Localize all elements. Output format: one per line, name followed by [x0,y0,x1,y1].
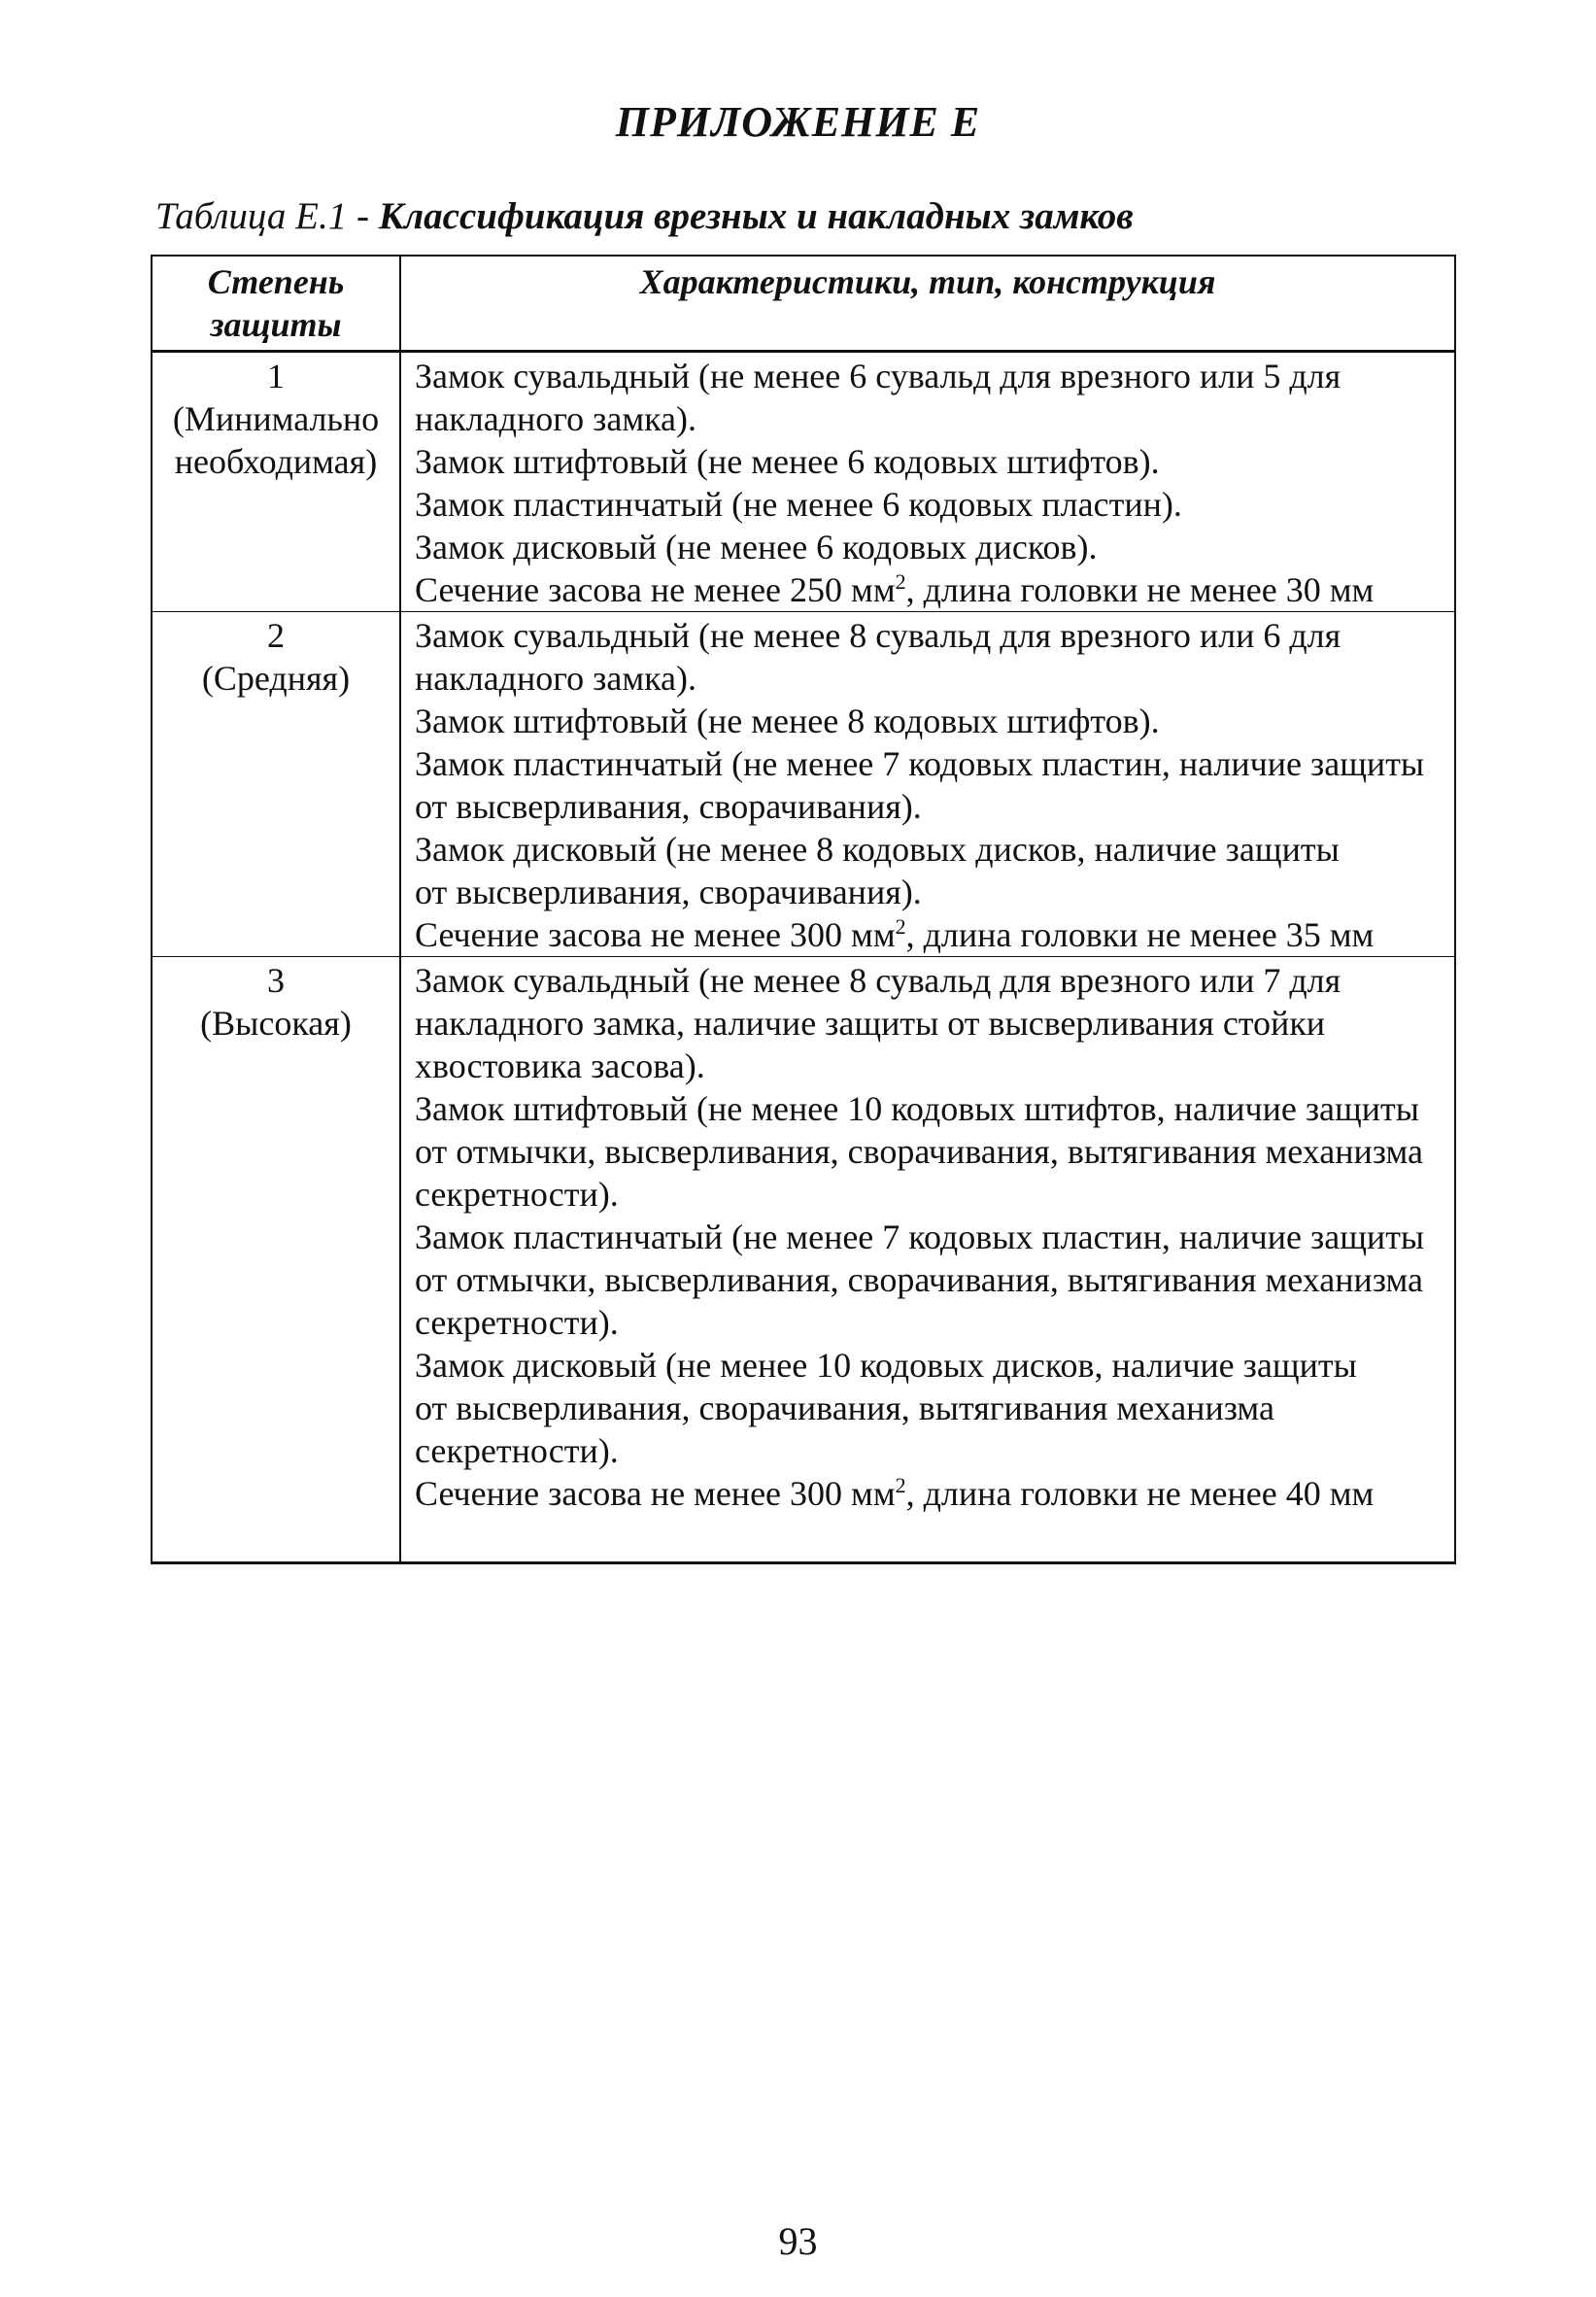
degree-cell [152,957,400,1563]
characteristics-line: секретности). [415,1175,619,1214]
characteristics-line: от высверливания, сворачивания, вытягивания механизма [415,1388,1274,1427]
characteristics-cell [400,612,1455,957]
characteristics-line: Замок пластинчатый (не менее 6 кодовых пластин). [415,485,1182,524]
characteristics-line: накладного замка, наличие защиты от высверливания стойки [415,1004,1326,1043]
bolt-section-line [415,913,1444,956]
characteristics-line: от высверливания, сворачивания). [415,787,922,826]
page-number: 93 [778,2219,818,2263]
characteristics-line: Замок сувальдный (не менее 8 сувальд для врезного или 7 для [415,961,1341,1000]
bolt-section-pre: Сечение засова не менее 250 мм [415,570,896,609]
characteristics-line: от высверливания, сворачивания). [415,873,922,911]
characteristics-line: секретности). [415,1431,619,1470]
degree-name-line1: (Высокая) [200,1004,352,1043]
appendix-title: ПРИЛОЖЕНИЕ Е [615,98,981,146]
characteristics-line: Замок штифтовый (не менее 8 кодовых штифтов). [415,702,1160,740]
bolt-section-sup: 2 [895,914,906,939]
characteristics-line: Замок дисковый (не менее 10 кодовых дисков, наличие защиты [415,1346,1357,1385]
characteristics-line: от отмычки, высверливания, сворачивания, вытягивания механизма [415,1260,1424,1299]
characteristics-line: Замок дисковый (не менее 6 кодовых дисков). [415,528,1098,566]
bolt-section-post: , длина головки не менее 40 мм [905,1474,1375,1513]
header-degree-line1: Степень [207,262,345,301]
characteristics-line: Замок пластинчатый (не менее 7 кодовых пластин, наличие защиты [415,1217,1425,1256]
characteristics-line: Замок сувальдный (не менее 6 сувальд для врезного или 5 для [415,357,1341,395]
bolt-section-pre: Сечение засова не менее 300 мм [415,1474,896,1513]
characteristics-line: хвостовика засова). [415,1046,705,1085]
header-degree-line2: защиты [210,305,342,344]
table-caption-label: Таблица Е.1 - [155,195,379,237]
degree-name-line1: (Минимально [172,399,380,438]
degree-number: 2 [267,616,285,655]
bolt-section-sup: 2 [895,569,906,594]
bolt-section-line [415,568,1444,611]
table-row [152,612,1455,957]
bolt-section-sup: 2 [895,1473,906,1497]
table-caption [155,194,1134,238]
characteristics-line: секретности). [415,1303,619,1342]
degree-number: 1 [267,357,285,395]
characteristics-line: Замок штифтовый (не менее 10 кодовых штифтов, наличие защиты [415,1089,1419,1128]
characteristics-cell [400,957,1455,1563]
characteristics-line: Замок пластинчатый (не менее 7 кодовых пластин, наличие защиты [415,744,1425,783]
characteristics-line: от отмычки, высверливания, сворачивания, вытягивания механизма [415,1132,1424,1171]
table-caption-title: Классификация врезных и накладных замков [378,195,1134,237]
characteristics-line: накладного замка). [415,659,697,698]
characteristics-line: накладного замка). [415,399,697,438]
bolt-section-post: , длина головки не менее 30 мм [905,570,1375,609]
degree-cell [152,352,400,612]
lock-classification-table [151,255,1456,1564]
degree-name-line2: необходимая) [174,442,378,481]
table-row [152,352,1455,612]
characteristics-cell [400,352,1455,612]
degree-name-line1: (Средняя) [201,659,351,698]
degree-number: 3 [267,961,285,1000]
characteristics-line: Замок сувальдный (не менее 8 сувальд для врезного или 6 для [415,616,1341,655]
header-characteristics: Характеристики, тип, конструкция [400,256,1455,352]
characteristics-line: Замок дисковый (не менее 8 кодовых дисков, наличие защиты [415,830,1340,869]
bolt-section-line [415,1472,1444,1515]
degree-cell [152,612,400,957]
table-row [152,957,1455,1563]
bolt-section-pre: Сечение засова не менее 300 мм [415,915,896,954]
header-degree [152,256,400,352]
characteristics-line: Замок штифтовый (не менее 6 кодовых штифтов). [415,442,1160,481]
table-header-row [152,256,1455,352]
bolt-section-post: , длина головки не менее 35 мм [905,915,1375,954]
